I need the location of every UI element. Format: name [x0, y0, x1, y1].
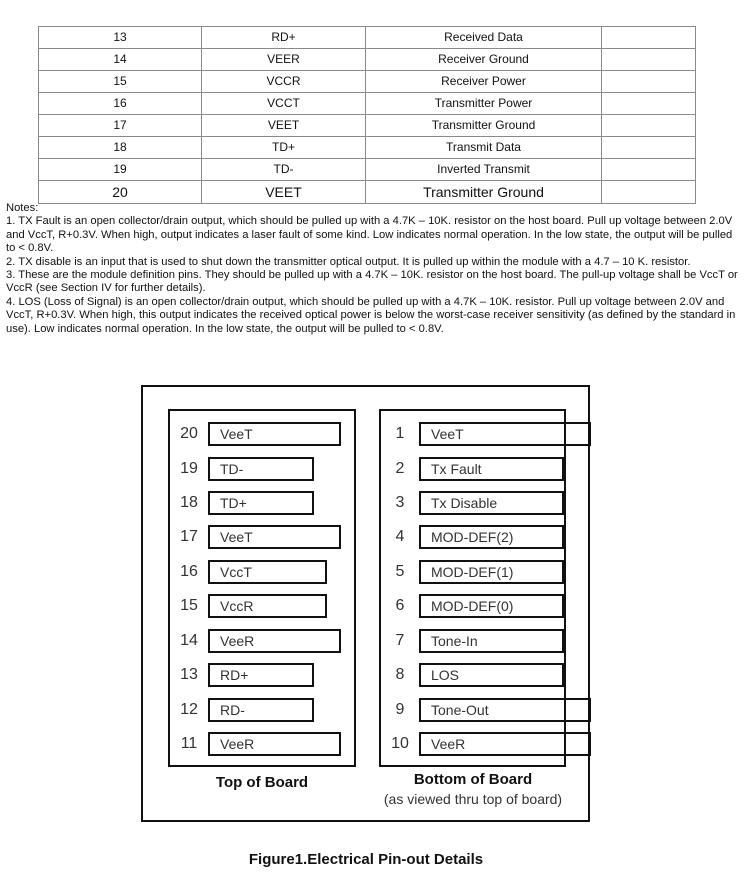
- pin-row: [381, 524, 564, 550]
- pinout-figure: [141, 385, 590, 822]
- cell-pin: 16: [39, 93, 202, 115]
- figure-caption: Figure1.Electrical Pin-out Details: [248, 851, 484, 868]
- notes-heading: Notes:: [6, 202, 39, 214]
- pin-number: 7: [395, 632, 405, 649]
- cell-name: Transmitter Power: [366, 93, 602, 115]
- table-row: [39, 115, 696, 137]
- note-3: 3. These are the module definition pins. They should be pulled up with a 4.7K – 10K. resistor on the host board. The pull-up voltage shall be VccT or VccR (see Section IV for further details).: [6, 269, 738, 295]
- pin-number: 16: [180, 563, 198, 580]
- cell-pin: 14: [39, 49, 202, 71]
- cell-pin: 17: [39, 115, 202, 137]
- pin-row: [381, 593, 564, 619]
- cell-ref: [602, 27, 696, 49]
- note-2: 2. TX disable is an input that is used to shut down the transmitter optical output. It is pulled up within the module with a 4.7 – 10 K. resistor.: [6, 255, 691, 268]
- cell-symbol: TD+: [202, 137, 366, 159]
- pin-label-box: VeeT: [419, 422, 591, 446]
- cell-ref: [602, 159, 696, 181]
- pin-label-box: VccR: [208, 594, 327, 618]
- pin-label-box: Tx Disable: [419, 491, 564, 515]
- cell-ref: [602, 49, 696, 71]
- pin-number: 4: [395, 528, 405, 545]
- cell-ref: [602, 181, 696, 204]
- pin-row: [170, 456, 354, 482]
- pin-number: 3: [395, 494, 405, 511]
- pin-label-box: Tx Fault: [419, 457, 564, 481]
- table-row: [39, 181, 696, 204]
- cell-symbol: VEET: [202, 181, 366, 204]
- cell-pin: 15: [39, 71, 202, 93]
- pin-label-box: LOS: [419, 663, 564, 687]
- table-row: [39, 93, 696, 115]
- pin-row: [170, 490, 354, 516]
- bottom-of-board-panel: [379, 409, 566, 767]
- cell-symbol: VCCR: [202, 71, 366, 93]
- pin-label-box: VeeR: [419, 732, 591, 756]
- pin-number: 9: [395, 701, 405, 718]
- pin-row: [381, 456, 564, 482]
- pin-label-box: MOD-DEF(1): [419, 560, 564, 584]
- table-row: [39, 49, 696, 71]
- pin-label-box: Tone-Out: [419, 698, 591, 722]
- pin-row: [381, 697, 564, 723]
- cell-name: Inverted Transmit: [366, 159, 602, 181]
- pin-label-box: MOD-DEF(2): [419, 525, 564, 549]
- pin-label-box: VeeT: [208, 422, 341, 446]
- pin-row: [170, 524, 354, 550]
- pin-table-body: [39, 27, 696, 204]
- table-row: [39, 27, 696, 49]
- cell-ref: [602, 115, 696, 137]
- cell-name: Received Data: [366, 27, 602, 49]
- pin-label-box: TD+: [208, 491, 314, 515]
- top-of-board-panel: [168, 409, 356, 767]
- note-4: 4. LOS (Loss of Signal) is an open collector/drain output, which should be pulled up with a 4.7K – 10K. resistor. Pull up voltage between 2.0V and VccT, R+0.3V. When high, this output indicates the received optical power is below the worst-case receiver sensitivity (as defined by the standard in use). Low indicates normal operation. In the low state, the output will be pulled to < 0.8V.: [6, 295, 736, 335]
- cell-symbol: VEET: [202, 115, 366, 137]
- pin-number: 12: [180, 701, 198, 718]
- cell-pin: 20: [39, 181, 202, 204]
- pin-number: 2: [395, 460, 405, 477]
- pin-label-box: TD-: [208, 457, 314, 481]
- table-row: [39, 71, 696, 93]
- cell-pin: 19: [39, 159, 202, 181]
- note-1: 1. TX Fault is an open collector/drain output, which should be pulled up with a 4.7K – 10K. resistor on the host board. Pull up voltage between 2.0V and VccT, R+0.3V. When high, output indicates a laser fault of some kind. Low indicates normal operation. In the low state, the output will be pulled to < 0.8V.: [6, 215, 733, 255]
- pin-row: [170, 559, 354, 585]
- table-row: [39, 137, 696, 159]
- pin-number: 14: [180, 632, 198, 649]
- pin-label-box: RD+: [208, 663, 314, 687]
- pin-number: 15: [180, 597, 198, 614]
- pin-definition-table: [38, 26, 696, 204]
- pin-number: 1: [395, 425, 405, 442]
- cell-name: Transmitter Ground: [366, 115, 602, 137]
- cell-ref: [602, 137, 696, 159]
- pin-row: [170, 662, 354, 688]
- pin-label-box: VccT: [208, 560, 327, 584]
- pin-number: 17: [180, 528, 198, 545]
- pin-number: 6: [395, 597, 405, 614]
- cell-pin: 13: [39, 27, 202, 49]
- pin-row: [170, 593, 354, 619]
- pin-label-box: RD-: [208, 698, 314, 722]
- pin-number: 10: [391, 735, 409, 752]
- pin-label-box: VeeR: [208, 732, 341, 756]
- pin-row: [381, 421, 564, 447]
- pin-row: [170, 697, 354, 723]
- cell-pin: 18: [39, 137, 202, 159]
- cell-name: Transmit Data: [366, 137, 602, 159]
- pin-label-box: VeeR: [208, 629, 341, 653]
- pin-number: 19: [180, 460, 198, 477]
- cell-ref: [602, 93, 696, 115]
- pin-number: 8: [395, 666, 405, 683]
- pin-row: [381, 490, 564, 516]
- pin-label-box: MOD-DEF(0): [419, 594, 564, 618]
- table-row: [39, 159, 696, 181]
- pin-number: 11: [180, 735, 198, 752]
- pin-row: [381, 731, 564, 757]
- pin-row: [170, 628, 354, 654]
- cell-name: Receiver Ground: [366, 49, 602, 71]
- top-of-board-caption: Top of Board: [215, 774, 309, 791]
- pin-row: [170, 421, 354, 447]
- pin-number: 18: [180, 494, 198, 511]
- pin-number: 20: [180, 425, 198, 442]
- bottom-of-board-subcaption: (as viewed thru top of board): [383, 791, 563, 807]
- pin-label-box: Tone-In: [419, 629, 564, 653]
- bottom-of-board-caption: Bottom of Board: [413, 771, 533, 788]
- pin-label-box: VeeT: [208, 525, 341, 549]
- cell-ref: [602, 71, 696, 93]
- pin-row: [381, 559, 564, 585]
- cell-symbol: VEER: [202, 49, 366, 71]
- pin-row: [170, 731, 354, 757]
- cell-symbol: TD-: [202, 159, 366, 181]
- pin-number: 13: [180, 666, 198, 683]
- pin-row: [381, 662, 564, 688]
- cell-name: Transmitter Ground: [366, 181, 602, 204]
- pin-number: 5: [395, 563, 405, 580]
- cell-name: Receiver Power: [366, 71, 602, 93]
- pin-row: [381, 628, 564, 654]
- cell-symbol: RD+: [202, 27, 366, 49]
- cell-symbol: VCCT: [202, 93, 366, 115]
- notes-section: [6, 202, 742, 336]
